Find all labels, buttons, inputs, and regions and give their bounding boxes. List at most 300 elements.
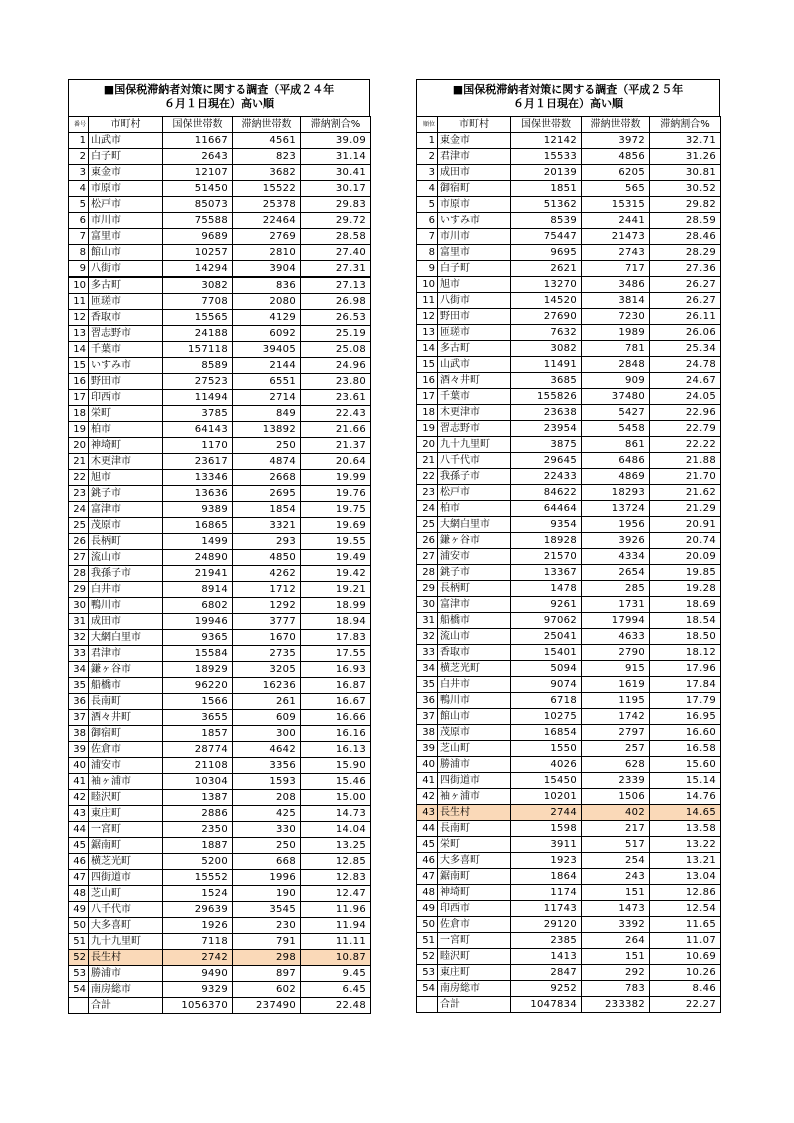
- table-row: [417, 149, 721, 165]
- row-municipality: 芝山町: [89, 886, 163, 902]
- table-row: [417, 885, 721, 901]
- row-delinquent-households: 668: [233, 854, 301, 870]
- row-rank: 32: [417, 629, 438, 645]
- row-municipality: 四街道市: [89, 870, 163, 886]
- row-delinquent-households: 15315: [582, 197, 650, 213]
- table-row: [69, 886, 371, 902]
- row-insured-households: 16865: [163, 518, 233, 534]
- table-row: [417, 677, 721, 693]
- row-municipality: 栄町: [438, 837, 511, 853]
- table-row: [69, 326, 371, 342]
- row-delinquent-households: 261: [233, 694, 301, 710]
- row-insured-households: 1174: [511, 885, 582, 901]
- row-delinquency-rate: 17.55: [301, 646, 371, 662]
- row-rank: 17: [69, 390, 89, 406]
- table-row: [417, 597, 721, 613]
- row-municipality: 神埼町: [89, 438, 163, 454]
- row-municipality: 匝瑳市: [89, 294, 163, 310]
- row-rank: 32: [69, 630, 89, 646]
- row-municipality: 白子町: [89, 149, 163, 165]
- row-delinquency-rate: 17.79: [650, 693, 721, 709]
- row-municipality: 東庄町: [438, 965, 511, 981]
- row-municipality: 南房総市: [89, 982, 163, 998]
- header-row: [69, 117, 371, 133]
- row-insured-households: 9329: [163, 982, 233, 998]
- table-row: [69, 390, 371, 406]
- row-rank: 34: [69, 662, 89, 678]
- row-insured-households: 3082: [163, 277, 233, 294]
- row-rank: 18: [69, 406, 89, 422]
- row-municipality: 我孫子市: [89, 566, 163, 582]
- row-rank: 53: [69, 966, 89, 982]
- row-delinquent-households: 1619: [582, 677, 650, 693]
- row-delinquent-households: 151: [582, 949, 650, 965]
- row-insured-households: 18928: [511, 533, 582, 549]
- row-insured-households: 12142: [511, 133, 582, 149]
- table-row: [69, 822, 371, 838]
- row-delinquent-households: 3486: [582, 277, 650, 293]
- row-delinquent-households: 3205: [233, 662, 301, 678]
- row-delinquency-rate: 11.94: [301, 918, 371, 934]
- row-rank: 49: [69, 902, 89, 918]
- table-row: [417, 485, 721, 501]
- row-municipality: 長南町: [438, 821, 511, 837]
- row-delinquent-households: 2339: [582, 773, 650, 789]
- row-delinquency-rate: 22.96: [650, 405, 721, 421]
- row-insured-households: 7118: [163, 934, 233, 950]
- row-municipality: 市川市: [89, 213, 163, 229]
- row-delinquent-households: 243: [582, 869, 650, 885]
- row-rank: 16: [69, 374, 89, 390]
- row-delinquency-rate: 18.54: [650, 613, 721, 629]
- table-row: [417, 917, 721, 933]
- row-delinquency-rate: 10.26: [650, 965, 721, 981]
- table-row: [417, 469, 721, 485]
- row-delinquent-households: 861: [582, 437, 650, 453]
- row-insured-households: 5094: [511, 661, 582, 677]
- row-municipality: 東庄町: [89, 806, 163, 822]
- table-row: [417, 453, 721, 469]
- row-rank: 36: [417, 693, 438, 709]
- table-row: [69, 918, 371, 934]
- row-delinquent-households: 783: [582, 981, 650, 997]
- row-rank: 27: [417, 549, 438, 565]
- header-municipality: 市町村: [89, 117, 163, 133]
- row-rank: 20: [69, 438, 89, 454]
- row-insured-households: 15584: [163, 646, 233, 662]
- table-row: [417, 789, 721, 805]
- row-insured-households: 2742: [163, 950, 233, 966]
- table-row: [417, 869, 721, 885]
- table-row: [417, 629, 721, 645]
- table-row: [417, 293, 721, 309]
- row-insured-households: 1857: [163, 726, 233, 742]
- row-delinquent-households: 3321: [233, 518, 301, 534]
- row-municipality: 八千代市: [438, 453, 511, 469]
- row-rank: 12: [69, 310, 89, 326]
- row-delinquent-households: 4856: [582, 149, 650, 165]
- row-rank: 19: [417, 421, 438, 437]
- row-insured-households: 11667: [163, 133, 233, 149]
- row-delinquency-rate: 18.12: [650, 645, 721, 661]
- row-delinquency-rate: 17.83: [301, 630, 371, 646]
- table-row: [69, 790, 371, 806]
- row-municipality: 睦沢町: [438, 949, 511, 965]
- row-delinquency-rate: 24.78: [650, 357, 721, 373]
- row-municipality: 野田市: [438, 309, 511, 325]
- row-municipality: 館山市: [438, 709, 511, 725]
- row-rank: 54: [69, 982, 89, 998]
- row-municipality: 酒々井町: [89, 710, 163, 726]
- row-insured-households: 2886: [163, 806, 233, 822]
- row-delinquency-rate: 26.53: [301, 310, 371, 326]
- row-insured-households: 11491: [511, 357, 582, 373]
- table-row: [69, 149, 371, 165]
- table-row: [417, 741, 721, 757]
- row-municipality: 松戸市: [438, 485, 511, 501]
- row-rank: 48: [417, 885, 438, 901]
- row-delinquent-households: 3814: [582, 293, 650, 309]
- row-delinquent-households: 849: [233, 406, 301, 422]
- row-rank: 28: [417, 565, 438, 581]
- row-delinquency-rate: 31.26: [650, 149, 721, 165]
- row-municipality: 大網白里市: [438, 517, 511, 533]
- row-insured-households: 9490: [163, 966, 233, 982]
- row-insured-households: 51362: [511, 197, 582, 213]
- row-municipality: 九十九里町: [89, 934, 163, 950]
- row-delinquent-households: 909: [582, 373, 650, 389]
- row-insured-households: 1499: [163, 534, 233, 550]
- table-row: [417, 837, 721, 853]
- row-delinquent-households: 3972: [582, 133, 650, 149]
- row-rank: 22: [69, 470, 89, 486]
- row-insured-households: 11494: [163, 390, 233, 406]
- table-row: [69, 966, 371, 982]
- row-delinquency-rate: 16.95: [650, 709, 721, 725]
- row-delinquency-rate: 24.05: [650, 389, 721, 405]
- row-municipality: 千葉市: [438, 389, 511, 405]
- row-rank: 50: [417, 917, 438, 933]
- row-rank: 48: [69, 886, 89, 902]
- table-row: [69, 502, 371, 518]
- row-delinquent-households: 3392: [582, 917, 650, 933]
- row-insured-households: 6802: [163, 598, 233, 614]
- table-row: [417, 901, 721, 917]
- row-delinquency-rate: 30.52: [650, 181, 721, 197]
- row-rank: 46: [69, 854, 89, 870]
- row-rank: 23: [417, 485, 438, 501]
- row-delinquency-rate: 12.83: [301, 870, 371, 886]
- row-delinquency-rate: 21.29: [650, 501, 721, 517]
- row-insured-households: 7632: [511, 325, 582, 341]
- row-delinquent-households: 2714: [233, 390, 301, 406]
- row-rank: 40: [69, 758, 89, 774]
- row-insured-households: 157118: [163, 342, 233, 358]
- row-delinquency-rate: 13.25: [301, 838, 371, 854]
- row-municipality: 大網白里市: [89, 630, 163, 646]
- table-row: [417, 565, 721, 581]
- row-delinquency-rate: 6.45: [301, 982, 371, 998]
- row-insured-households: 6718: [511, 693, 582, 709]
- row-municipality: 習志野市: [89, 326, 163, 342]
- row-delinquency-rate: 29.72: [301, 213, 371, 229]
- table-row: [417, 853, 721, 869]
- table-row: [69, 294, 371, 310]
- row-municipality: 富里市: [438, 245, 511, 261]
- table-title: [416, 79, 720, 116]
- row-municipality: 松戸市: [89, 197, 163, 213]
- row-delinquency-rate: 29.82: [650, 197, 721, 213]
- row-delinquency-rate: 30.41: [301, 165, 371, 181]
- table-row: [69, 774, 371, 790]
- table-row: [69, 646, 371, 662]
- row-insured-households: 51450: [163, 181, 233, 197]
- row-rank: 10: [417, 277, 438, 293]
- row-municipality: 東金市: [438, 133, 511, 149]
- total-label: 合計: [89, 998, 163, 1014]
- row-municipality: 多古町: [438, 341, 511, 357]
- row-rank: 24: [417, 501, 438, 517]
- row-delinquent-households: 3545: [233, 902, 301, 918]
- row-rank: 18: [417, 405, 438, 421]
- row-delinquent-households: 915: [582, 661, 650, 677]
- header-delinquent-households: 滞納世帯数: [582, 117, 650, 133]
- row-delinquency-rate: 15.60: [650, 757, 721, 773]
- row-municipality: 野田市: [89, 374, 163, 390]
- row-rank: 31: [417, 613, 438, 629]
- row-delinquency-rate: 13.58: [650, 821, 721, 837]
- row-insured-households: 24890: [163, 550, 233, 566]
- row-municipality: 流山市: [438, 629, 511, 645]
- row-delinquency-rate: 9.45: [301, 966, 371, 982]
- row-municipality: 習志野市: [438, 421, 511, 437]
- row-rank: 43: [417, 805, 438, 821]
- row-delinquent-households: 823: [233, 149, 301, 165]
- table-row: [69, 838, 371, 854]
- row-delinquency-rate: 11.96: [301, 902, 371, 918]
- row-insured-households: 27523: [163, 374, 233, 390]
- row-delinquency-rate: 25.08: [301, 342, 371, 358]
- row-delinquent-households: 1195: [582, 693, 650, 709]
- row-municipality: 柏市: [438, 501, 511, 517]
- row-municipality: 白井市: [438, 677, 511, 693]
- row-delinquency-rate: 15.14: [650, 773, 721, 789]
- table-row: [417, 373, 721, 389]
- row-delinquent-households: 3777: [233, 614, 301, 630]
- table-panel-2012: [68, 79, 370, 1014]
- row-municipality: 長南町: [89, 694, 163, 710]
- row-insured-households: 13346: [163, 470, 233, 486]
- row-rank: 10: [69, 277, 89, 294]
- row-delinquency-rate: 26.98: [301, 294, 371, 310]
- row-delinquent-households: 4850: [233, 550, 301, 566]
- delinquency-table: [416, 116, 721, 1013]
- row-rank: 21: [69, 454, 89, 470]
- row-delinquency-rate: 16.66: [301, 710, 371, 726]
- total-delinquency-rate: 22.27: [650, 997, 721, 1013]
- table-row: [417, 437, 721, 453]
- row-delinquency-rate: 25.19: [301, 326, 371, 342]
- row-insured-households: 23638: [511, 405, 582, 421]
- row-delinquency-rate: 19.49: [301, 550, 371, 566]
- row-rank: 29: [69, 582, 89, 598]
- row-municipality: 大多喜町: [89, 918, 163, 934]
- row-delinquent-households: 2735: [233, 646, 301, 662]
- row-delinquency-rate: 18.50: [650, 629, 721, 645]
- row-delinquent-households: 2668: [233, 470, 301, 486]
- row-delinquency-rate: 13.04: [650, 869, 721, 885]
- row-rank: 2: [417, 149, 438, 165]
- row-insured-households: 23617: [163, 454, 233, 470]
- row-delinquency-rate: 17.96: [650, 661, 721, 677]
- table-row: [417, 517, 721, 533]
- row-insured-households: 9695: [511, 245, 582, 261]
- row-municipality: 浦安市: [89, 758, 163, 774]
- row-insured-households: 9252: [511, 981, 582, 997]
- row-insured-households: 1566: [163, 694, 233, 710]
- row-municipality: 旭市: [438, 277, 511, 293]
- row-insured-households: 2350: [163, 822, 233, 838]
- table-row: [69, 197, 371, 213]
- row-delinquency-rate: 19.28: [650, 581, 721, 597]
- row-rank: 25: [69, 518, 89, 534]
- row-rank: 3: [417, 165, 438, 181]
- row-municipality: 八千代市: [89, 902, 163, 918]
- row-delinquent-households: 517: [582, 837, 650, 853]
- row-municipality: 多古町: [89, 277, 163, 294]
- title-line-1: ■国保税滞納者対策に関する調査（平成２４年: [103, 83, 335, 96]
- title-line-1: ■国保税滞納者対策に関する調査（平成２５年: [452, 83, 684, 96]
- row-insured-households: 10257: [163, 245, 233, 261]
- table-row: [69, 598, 371, 614]
- row-delinquent-households: 16236: [233, 678, 301, 694]
- table-row: [417, 933, 721, 949]
- row-delinquency-rate: 14.76: [650, 789, 721, 805]
- row-rank: 15: [69, 358, 89, 374]
- row-delinquent-households: 609: [233, 710, 301, 726]
- row-insured-households: 2744: [511, 805, 582, 821]
- table-row: [69, 902, 371, 918]
- row-rank: 3: [69, 165, 89, 181]
- row-delinquency-rate: 22.43: [301, 406, 371, 422]
- row-delinquent-households: 208: [233, 790, 301, 806]
- row-insured-households: 2847: [511, 965, 582, 981]
- row-municipality: 勝浦市: [438, 757, 511, 773]
- table-row: [417, 581, 721, 597]
- row-rank: 19: [69, 422, 89, 438]
- row-delinquency-rate: 28.59: [650, 213, 721, 229]
- row-rank: 41: [69, 774, 89, 790]
- row-delinquency-rate: 32.71: [650, 133, 721, 149]
- row-delinquency-rate: 39.09: [301, 133, 371, 149]
- row-delinquency-rate: 10.69: [650, 949, 721, 965]
- row-municipality: 佐倉市: [89, 742, 163, 758]
- table-row: [417, 229, 721, 245]
- row-delinquent-households: 1712: [233, 582, 301, 598]
- row-delinquency-rate: 28.29: [650, 245, 721, 261]
- row-municipality: 勝浦市: [89, 966, 163, 982]
- row-insured-households: 15533: [511, 149, 582, 165]
- table-row: [69, 518, 371, 534]
- table-row: [69, 245, 371, 261]
- row-rank: 8: [417, 245, 438, 261]
- row-delinquent-households: 2790: [582, 645, 650, 661]
- row-rank: 52: [417, 949, 438, 965]
- row-municipality: 千葉市: [89, 342, 163, 358]
- table-title: [68, 79, 370, 116]
- row-insured-households: 23954: [511, 421, 582, 437]
- row-delinquent-households: 425: [233, 806, 301, 822]
- row-insured-households: 1170: [163, 438, 233, 454]
- row-rank: 39: [69, 742, 89, 758]
- header-insured-households: 国保世帯数: [511, 117, 582, 133]
- table-row: [69, 534, 371, 550]
- total-row: [417, 997, 721, 1013]
- row-delinquency-rate: 21.37: [301, 438, 371, 454]
- row-delinquency-rate: 16.60: [650, 725, 721, 741]
- row-delinquency-rate: 11.65: [650, 917, 721, 933]
- table-row: [417, 757, 721, 773]
- row-insured-households: 21570: [511, 549, 582, 565]
- row-delinquent-households: 25378: [233, 197, 301, 213]
- row-insured-households: 10304: [163, 774, 233, 790]
- table-row: [417, 133, 721, 149]
- header-delinquency-rate: 滞納割合%: [650, 117, 721, 133]
- row-municipality: 睦沢町: [89, 790, 163, 806]
- row-rank: 4: [69, 181, 89, 197]
- row-municipality: 富津市: [89, 502, 163, 518]
- row-rank: 45: [417, 837, 438, 853]
- row-insured-households: 5200: [163, 854, 233, 870]
- header-insured-households: 国保世帯数: [163, 117, 233, 133]
- row-rank: 26: [417, 533, 438, 549]
- row-delinquent-households: 4262: [233, 566, 301, 582]
- table-row: [417, 981, 721, 997]
- row-delinquent-households: 2848: [582, 357, 650, 373]
- row-delinquency-rate: 17.84: [650, 677, 721, 693]
- table-row: [417, 693, 721, 709]
- table-row: [69, 133, 371, 149]
- row-rank: 38: [69, 726, 89, 742]
- row-municipality: 横芝光町: [438, 661, 511, 677]
- row-rank: 35: [69, 678, 89, 694]
- table-row: [417, 165, 721, 181]
- row-delinquency-rate: 14.65: [650, 805, 721, 821]
- row-insured-households: 15401: [511, 645, 582, 661]
- total-rank: [69, 998, 89, 1014]
- table-row: [417, 725, 721, 741]
- row-delinquency-rate: 30.17: [301, 181, 371, 197]
- row-delinquent-households: 18293: [582, 485, 650, 501]
- row-delinquent-households: 5427: [582, 405, 650, 421]
- row-rank: 45: [69, 838, 89, 854]
- table-row: [417, 965, 721, 981]
- row-delinquent-households: 4561: [233, 133, 301, 149]
- row-delinquent-households: 217: [582, 821, 650, 837]
- row-municipality: 君津市: [89, 646, 163, 662]
- row-municipality: 山武市: [438, 357, 511, 373]
- row-delinquent-households: 298: [233, 950, 301, 966]
- row-delinquency-rate: 14.04: [301, 822, 371, 838]
- row-delinquency-rate: 29.83: [301, 197, 371, 213]
- row-rank: 11: [417, 293, 438, 309]
- table-row: [417, 197, 721, 213]
- row-municipality: 柏市: [89, 422, 163, 438]
- row-delinquent-households: 2743: [582, 245, 650, 261]
- row-rank: 13: [417, 325, 438, 341]
- table-row: [417, 773, 721, 789]
- row-insured-households: 12107: [163, 165, 233, 181]
